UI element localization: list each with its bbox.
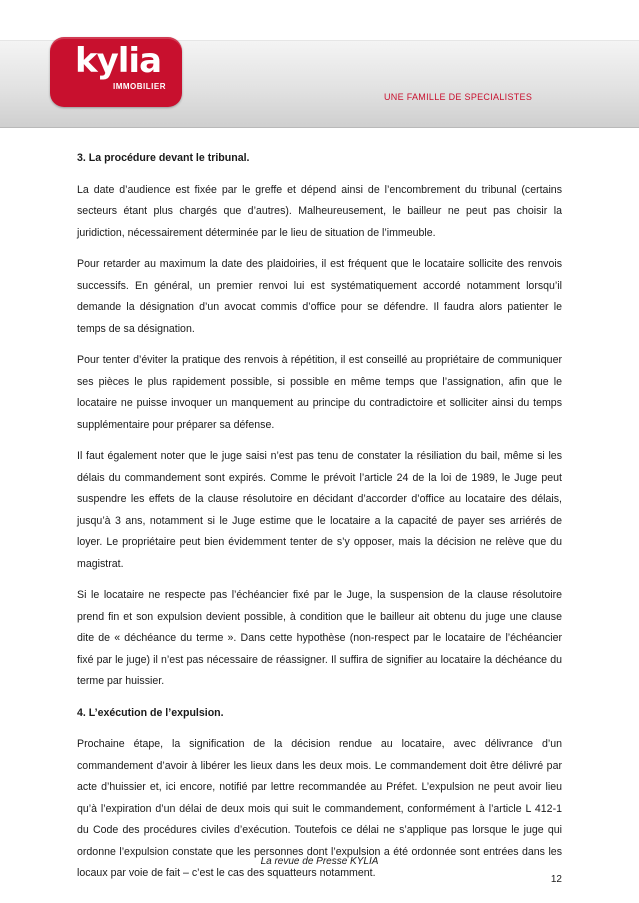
paragraph: Il faut également noter que le juge saisi n’est pas tenu de constater la résiliation du bail, même si les délais du commandement sont expirés. Comme le prévoit l’article 24 de la loi de 1989, le Juge peut suspendre les effets de la clause résolutoire en décidant d’accorder d’office au locataire des délais, jusqu’à 3 ans, notamment si le Juge estime que le locataire a la capacité de payer ses arriérés de loyer. Le propriétaire peut bien évidemment tenter de s’y opposer, mais la décision ne relève que du magistrat.	[77, 450, 562, 570]
logo-subtitle: IMMOBILIER	[113, 82, 166, 91]
logo-wordmark: kylia	[74, 41, 162, 81]
footer-title: La revue de Presse KYLIA	[260, 856, 379, 867]
paragraph: Pour retarder au maximum la date des plaidoiries, il est fréquent que le locataire sollicite des renvois successifs. En général, un premier renvoi lui est systématiquement accordé notamment lorsqu’il demande la désignation d’un avocat commis d’office pour se défendre. Il faudra alors patienter le temps de sa désignation.	[77, 258, 562, 335]
kylia-logo	[50, 37, 182, 107]
page-header	[0, 0, 639, 128]
page-number: 12	[550, 874, 562, 885]
paragraph: Si le locataire ne respecte pas l’échéancier fixé par le Juge, la suspension de la clause résolutoire prend fin et son expulsion devient possible, à condition que le bailleur ait obtenu du juge une clause dite de « déchéance du terme ». Dans cette hypothèse (non-respect par le locataire de l’échéancier fixé par le juge) il n’est pas nécessaire de réassigner. Il suffira de signifier au locataire la déchéance du terme par huissier.	[77, 589, 562, 687]
document-body	[77, 148, 562, 895]
paragraph: Pour tenter d’éviter la pratique des renvois à répétition, il est conseillé au propriétaire de communiquer ses pièces le plus rapidement possible, si possible en même temps que l’assignation, afin que le locataire ne puisse invoquer un manquement au principe du contradictoire et solliciter ainsi du temps supplémentaire pour préparer sa défense.	[77, 354, 562, 431]
section-heading: 4. L’exécution de l’expulsion.	[77, 706, 224, 719]
paragraph: La date d’audience est fixée par le greffe et dépend ainsi de l’encombrement du tribunal (certains secteurs étant plus chargés que d’autres). Malheureusement, le bailleur ne peut pas choisir la juridiction, nécessairement déterminée par le lieu de situation de l’immeuble.	[77, 183, 562, 239]
header-tagline: UNE FAMILLE DE SPECIALISTES	[384, 92, 533, 102]
section-heading: 3. La procédure devant le tribunal.	[77, 152, 250, 164]
paragraph: Prochaine étape, la signification de la décision rendue au locataire, avec délivrance d’un commandement d’avoir à libérer les lieux dans les deux mois. Le commandement doit être délivré par acte d’huissier et, ici encore, notifié par lettre recommandée au Préfet. L’expulsion ne peut avoir lieu qu’à l’expiration d’un délai de deux mois qui suit le commandement, conformément à l’article L 412-1 du Code des procédures civiles d’exécution. Toutefois ce délai ne s’applique pas lorsque le juge qui ordonne l’expulsion constate que les personnes dont l’expulsion a été ordonnée sont entrées dans les locaux par voie de fait – c’est le cas des squatteurs notamment.	[77, 738, 562, 879]
